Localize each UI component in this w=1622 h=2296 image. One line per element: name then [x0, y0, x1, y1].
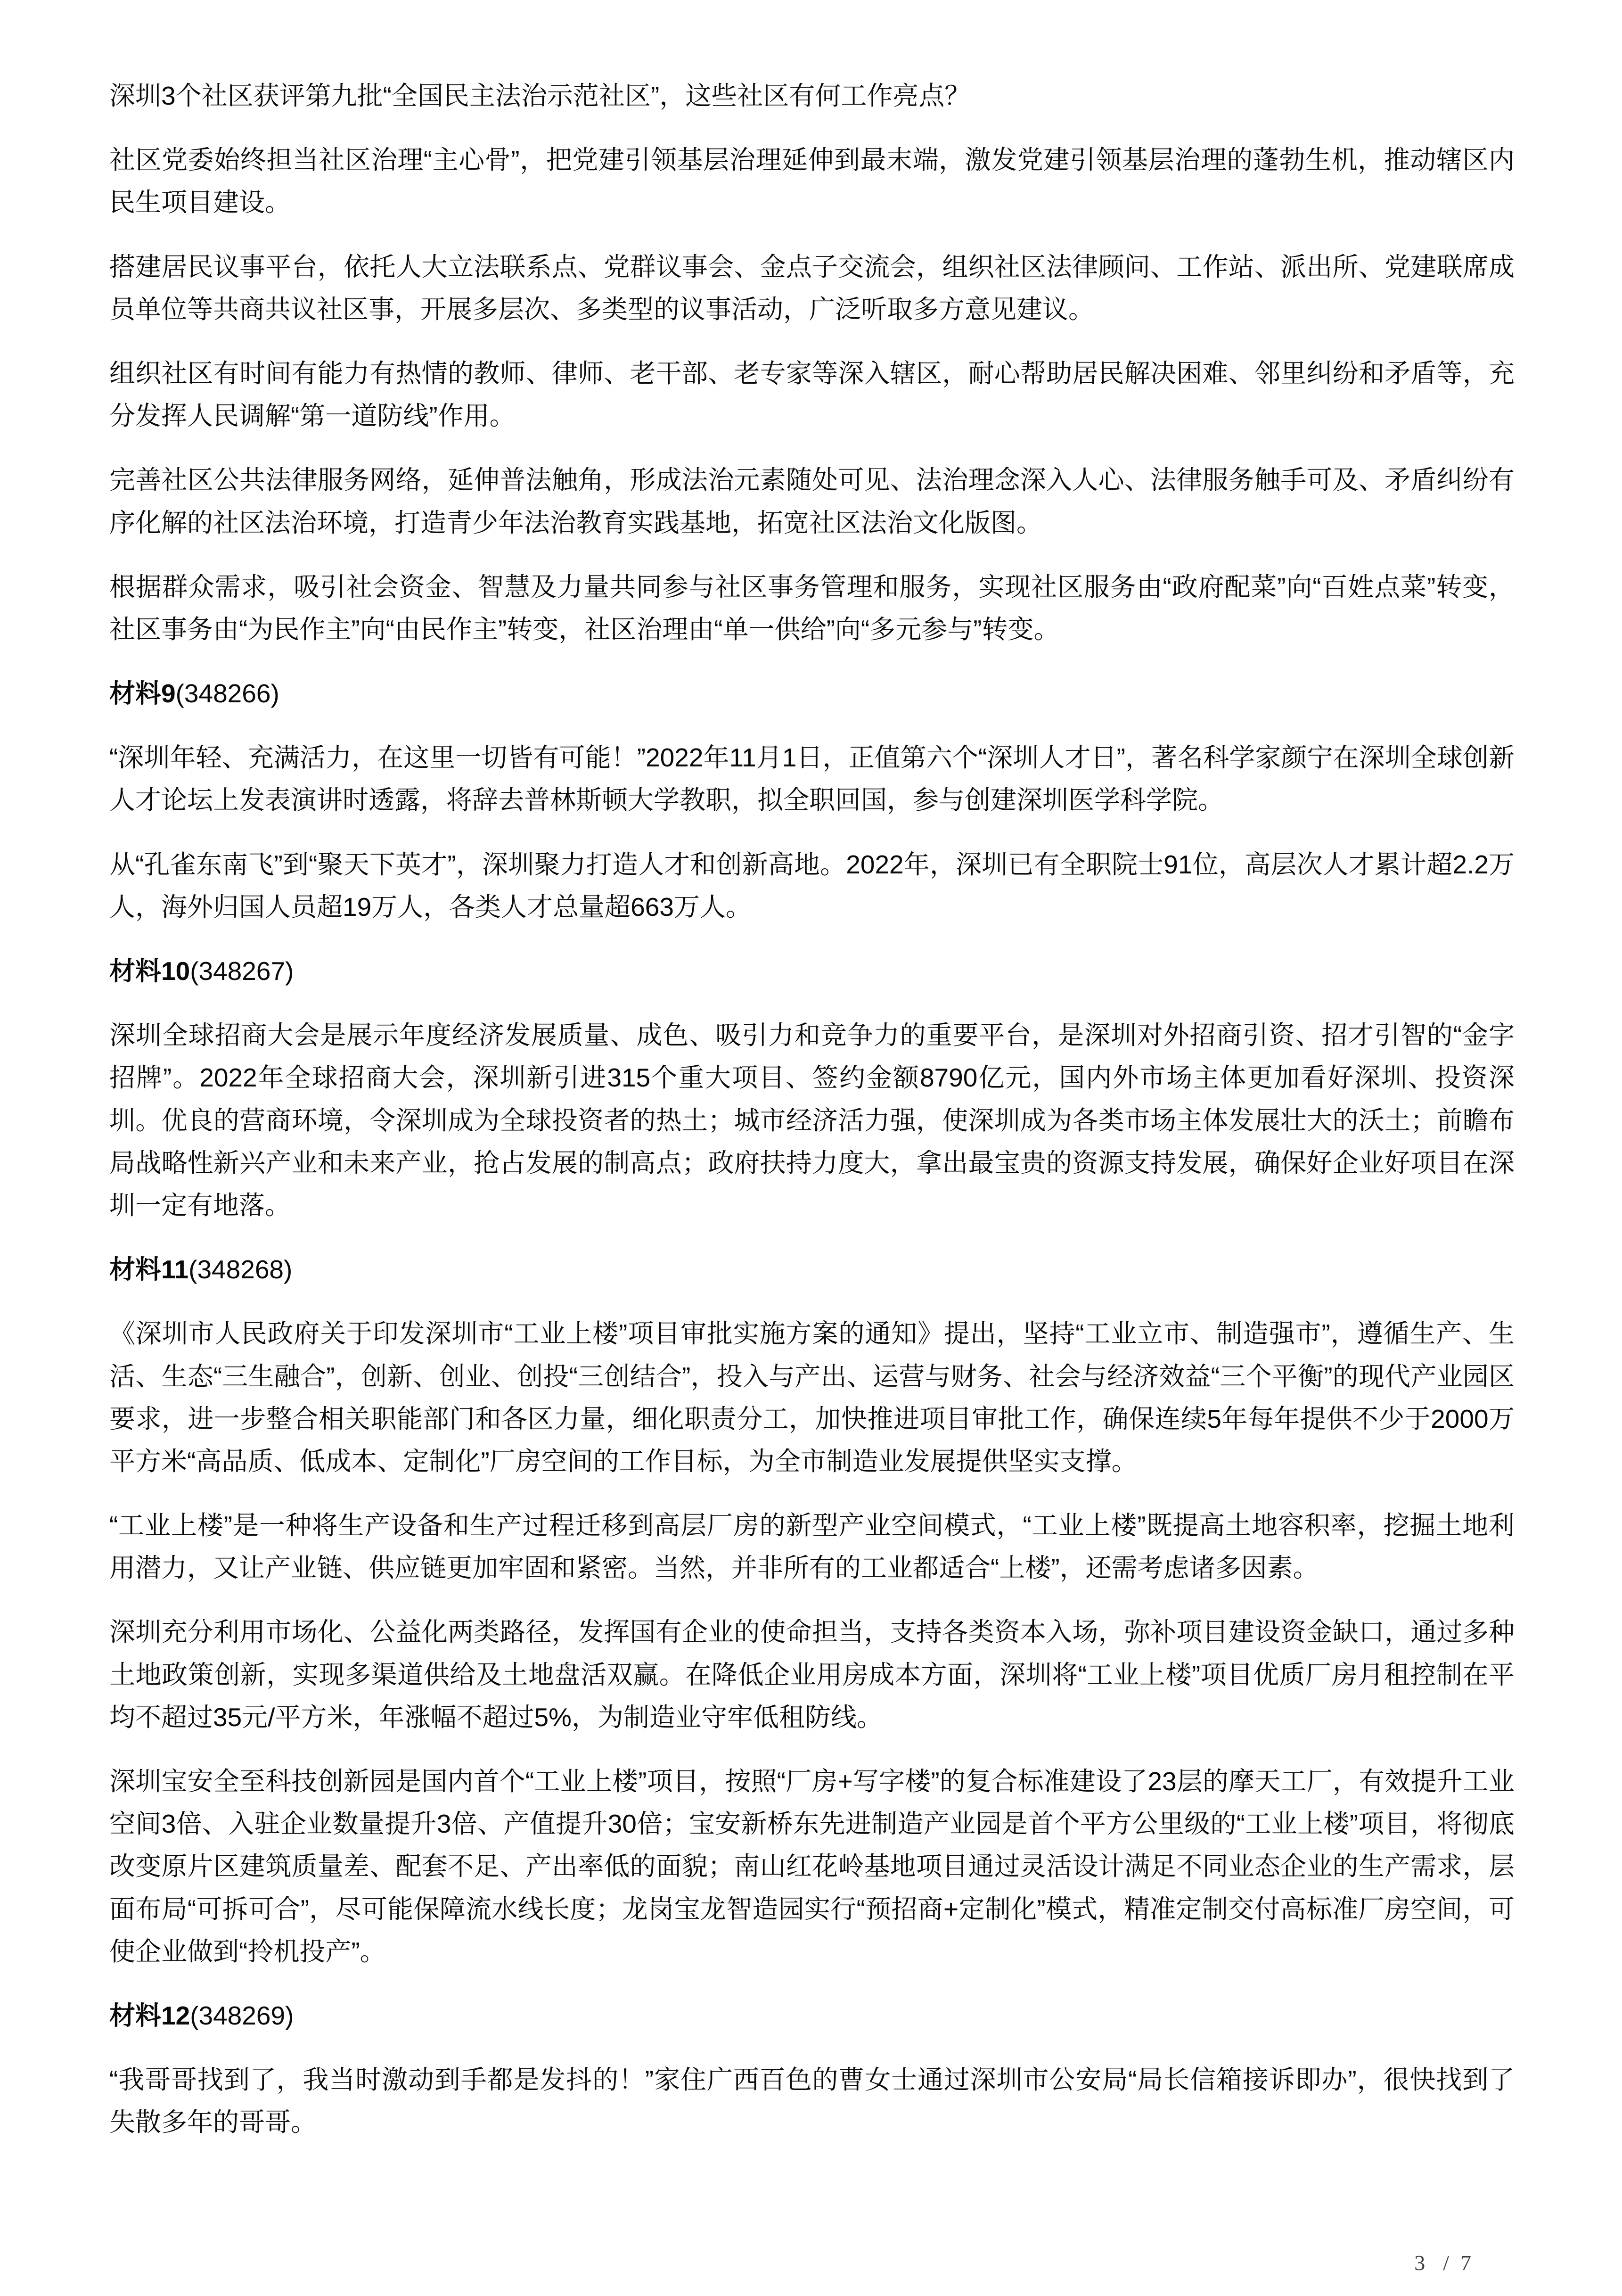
material-heading-label: 材料12: [109, 2000, 190, 2030]
paragraph: 《深圳市人民政府关于印发深圳市“工业上楼”项目审批实施方案的通知》提出，坚持“工业立市、制造强市”，遵循生产、生活、生态“三生融合”，创新、创业、创投“三创结合”，投入与产出、运营与财务、社会与经济效益“三个平衡”的现代产业园区要求，进一步整合相关职能部门和各区力量，细化职责分工，加快推进项目审批工作，确保连续5年每年提供不少于2000万平方米“高品质、低成本、定制化”厂房空间的工作目标，为全市制造业发展提供坚实支撑。: [109, 1319, 1515, 1476]
page-footer: [1414, 2250, 1471, 2275]
material-heading-label: 材料11: [109, 1255, 189, 1284]
material-heading-label: 材料9: [109, 679, 176, 708]
paragraph: 深圳充分利用市场化、公益化两类路径，发挥国有企业的使命担当，支持各类资本入场，弥补项目建设资金缺口，通过多种土地政策创新，实现多渠道供给及土地盘活双赢。在降低企业用房成本方面，深圳将“工业上楼”项目优质厂房月租控制在平均不超过35元/平方米，年涨幅不超过5%，为制造业守牢低租防线。: [109, 1617, 1515, 1732]
paragraph: 根据群众需求，吸引社会资金、智慧及力量共同参与社区事务管理和服务，实现社区服务由“政府配菜”向“百姓点菜”转变，社区事务由“为民作主”向“由民作主”转变，社区治理由“单一供给”向“多元参与”转变。: [109, 572, 1515, 644]
page-number-current: 3: [1414, 2251, 1425, 2275]
material-heading-code: (348268): [188, 1255, 293, 1284]
material-heading-code: (348269): [190, 2000, 294, 2030]
paragraph: 社区党委始终担当社区治理“主心骨”，把党建引领基层治理延伸到最末端，激发党建引领基层治理的蓬勃生机，推动辖区内民生项目建设。: [109, 145, 1515, 217]
material-heading: [109, 672, 1515, 715]
paragraph: 组织社区有时间有能力有热情的教师、律师、老干部、老专家等深入辖区，耐心帮助居民解决困难、邻里纠纷和矛盾等，充分发挥人民调解“第一道防线”作用。: [109, 358, 1515, 431]
material-heading: [109, 1248, 1515, 1291]
page-number-separator: /: [1443, 2251, 1449, 2275]
paragraph: “我哥哥找到了，我当时激动到手都是发抖的！”家住广西百色的曹女士通过深圳市公安局“局长信箱接诉即办”，很快找到了失散多年的哥哥。: [109, 2065, 1515, 2137]
paragraph: 深圳3个社区获评第九批“全国民主法治示范社区”，这些社区有何工作亮点？: [109, 81, 971, 110]
paragraph: 深圳全球招商大会是展示年度经济发展质量、成色、吸引力和竞争力的重要平台，是深圳对外招商引资、招才引智的“金字招牌”。2022年全球招商大会，深圳新引进315个重大项目、签约金额8790亿元，国内外市场主体更加看好深圳、投资深圳。优良的营商环境，令深圳成为全球投资者的热土；城市经济活力强，使深圳成为各类市场主体发展壮大的沃土；前瞻布局战略性新兴产业和未来产业，抢占发展的制高点；政府扶持力度大，拿出最宝贵的资源支持发展，确保好企业好项目在深圳一定有地落。: [109, 1020, 1515, 1220]
paragraph: 从“孔雀东南飞”到“聚天下英才”，深圳聚力打造人才和创新高地。2022年，深圳已有全职院士91位，高层次人才累计超2.2万人，海外归国人员超19万人，各类人才总量超663万人。: [109, 849, 1515, 922]
paragraph: 完善社区公共法律服务网络，延伸普法触角，形成法治元素随处可见、法治理念深入人心、法律服务触手可及、矛盾纠纷有序化解的社区法治环境，打造青少年法治教育实践基地，拓宽社区法治文化版图。: [109, 465, 1515, 537]
paragraph: 搭建居民议事平台，依托人大立法联系点、党群议事会、金点子交流会，组织社区法律顾问、工作站、派出所、党建联席成员单位等共商共议社区事，开展多层次、多类型的议事活动，广泛听取多方意见建议。: [109, 252, 1515, 324]
material-heading-code: (348266): [175, 679, 279, 708]
page-number-total: 7: [1460, 2251, 1471, 2275]
paragraph: “工业上楼”是一种将生产设备和生产过程迁移到高层厂房的新型产业空间模式，“工业上楼”既提高土地容积率，挖掘土地利用潜力，又让产业链、供应链更加牢固和紧密。当然，并非所有的工业都适合“上楼”，还需考虑诸多因素。: [109, 1511, 1515, 1583]
material-heading: [109, 950, 1515, 992]
material-heading: [109, 1994, 1515, 2037]
paragraph: “深圳年轻、充满活力，在这里一切皆有可能！”2022年11月1日，正值第六个“深圳人才日”，著名科学家颜宁在深圳全球创新人才论坛上发表演讲时透露，将辞去普林斯顿大学教职，拟全职回国，参与创建深圳医学科学院。: [109, 743, 1515, 815]
material-heading-label: 材料10: [109, 956, 190, 986]
paragraph: 深圳宝安全至科技创新园是国内首个“工业上楼”项目，按照“厂房+写字楼”的复合标准建设了23层的摩天工厂，有效提升工业空间3倍、入驻企业数量提升3倍、产值提升30倍；宝安新桥东先进制造产业园是首个平方公里级的“工业上楼”项目，将彻底改变原片区建筑质量差、配套不足、产出率低的面貌；南山红花岭基地项目通过灵活设计满足不同业态企业的生产需求，层面布局“可拆可合”，尽可能保障流水线长度；龙岗宝龙智造园实行“预招商+定制化”模式，精准定制交付高标准厂房空间，可使企业做到“拎机投产”。: [109, 1767, 1515, 1966]
material-heading-code: (348267): [190, 956, 294, 986]
